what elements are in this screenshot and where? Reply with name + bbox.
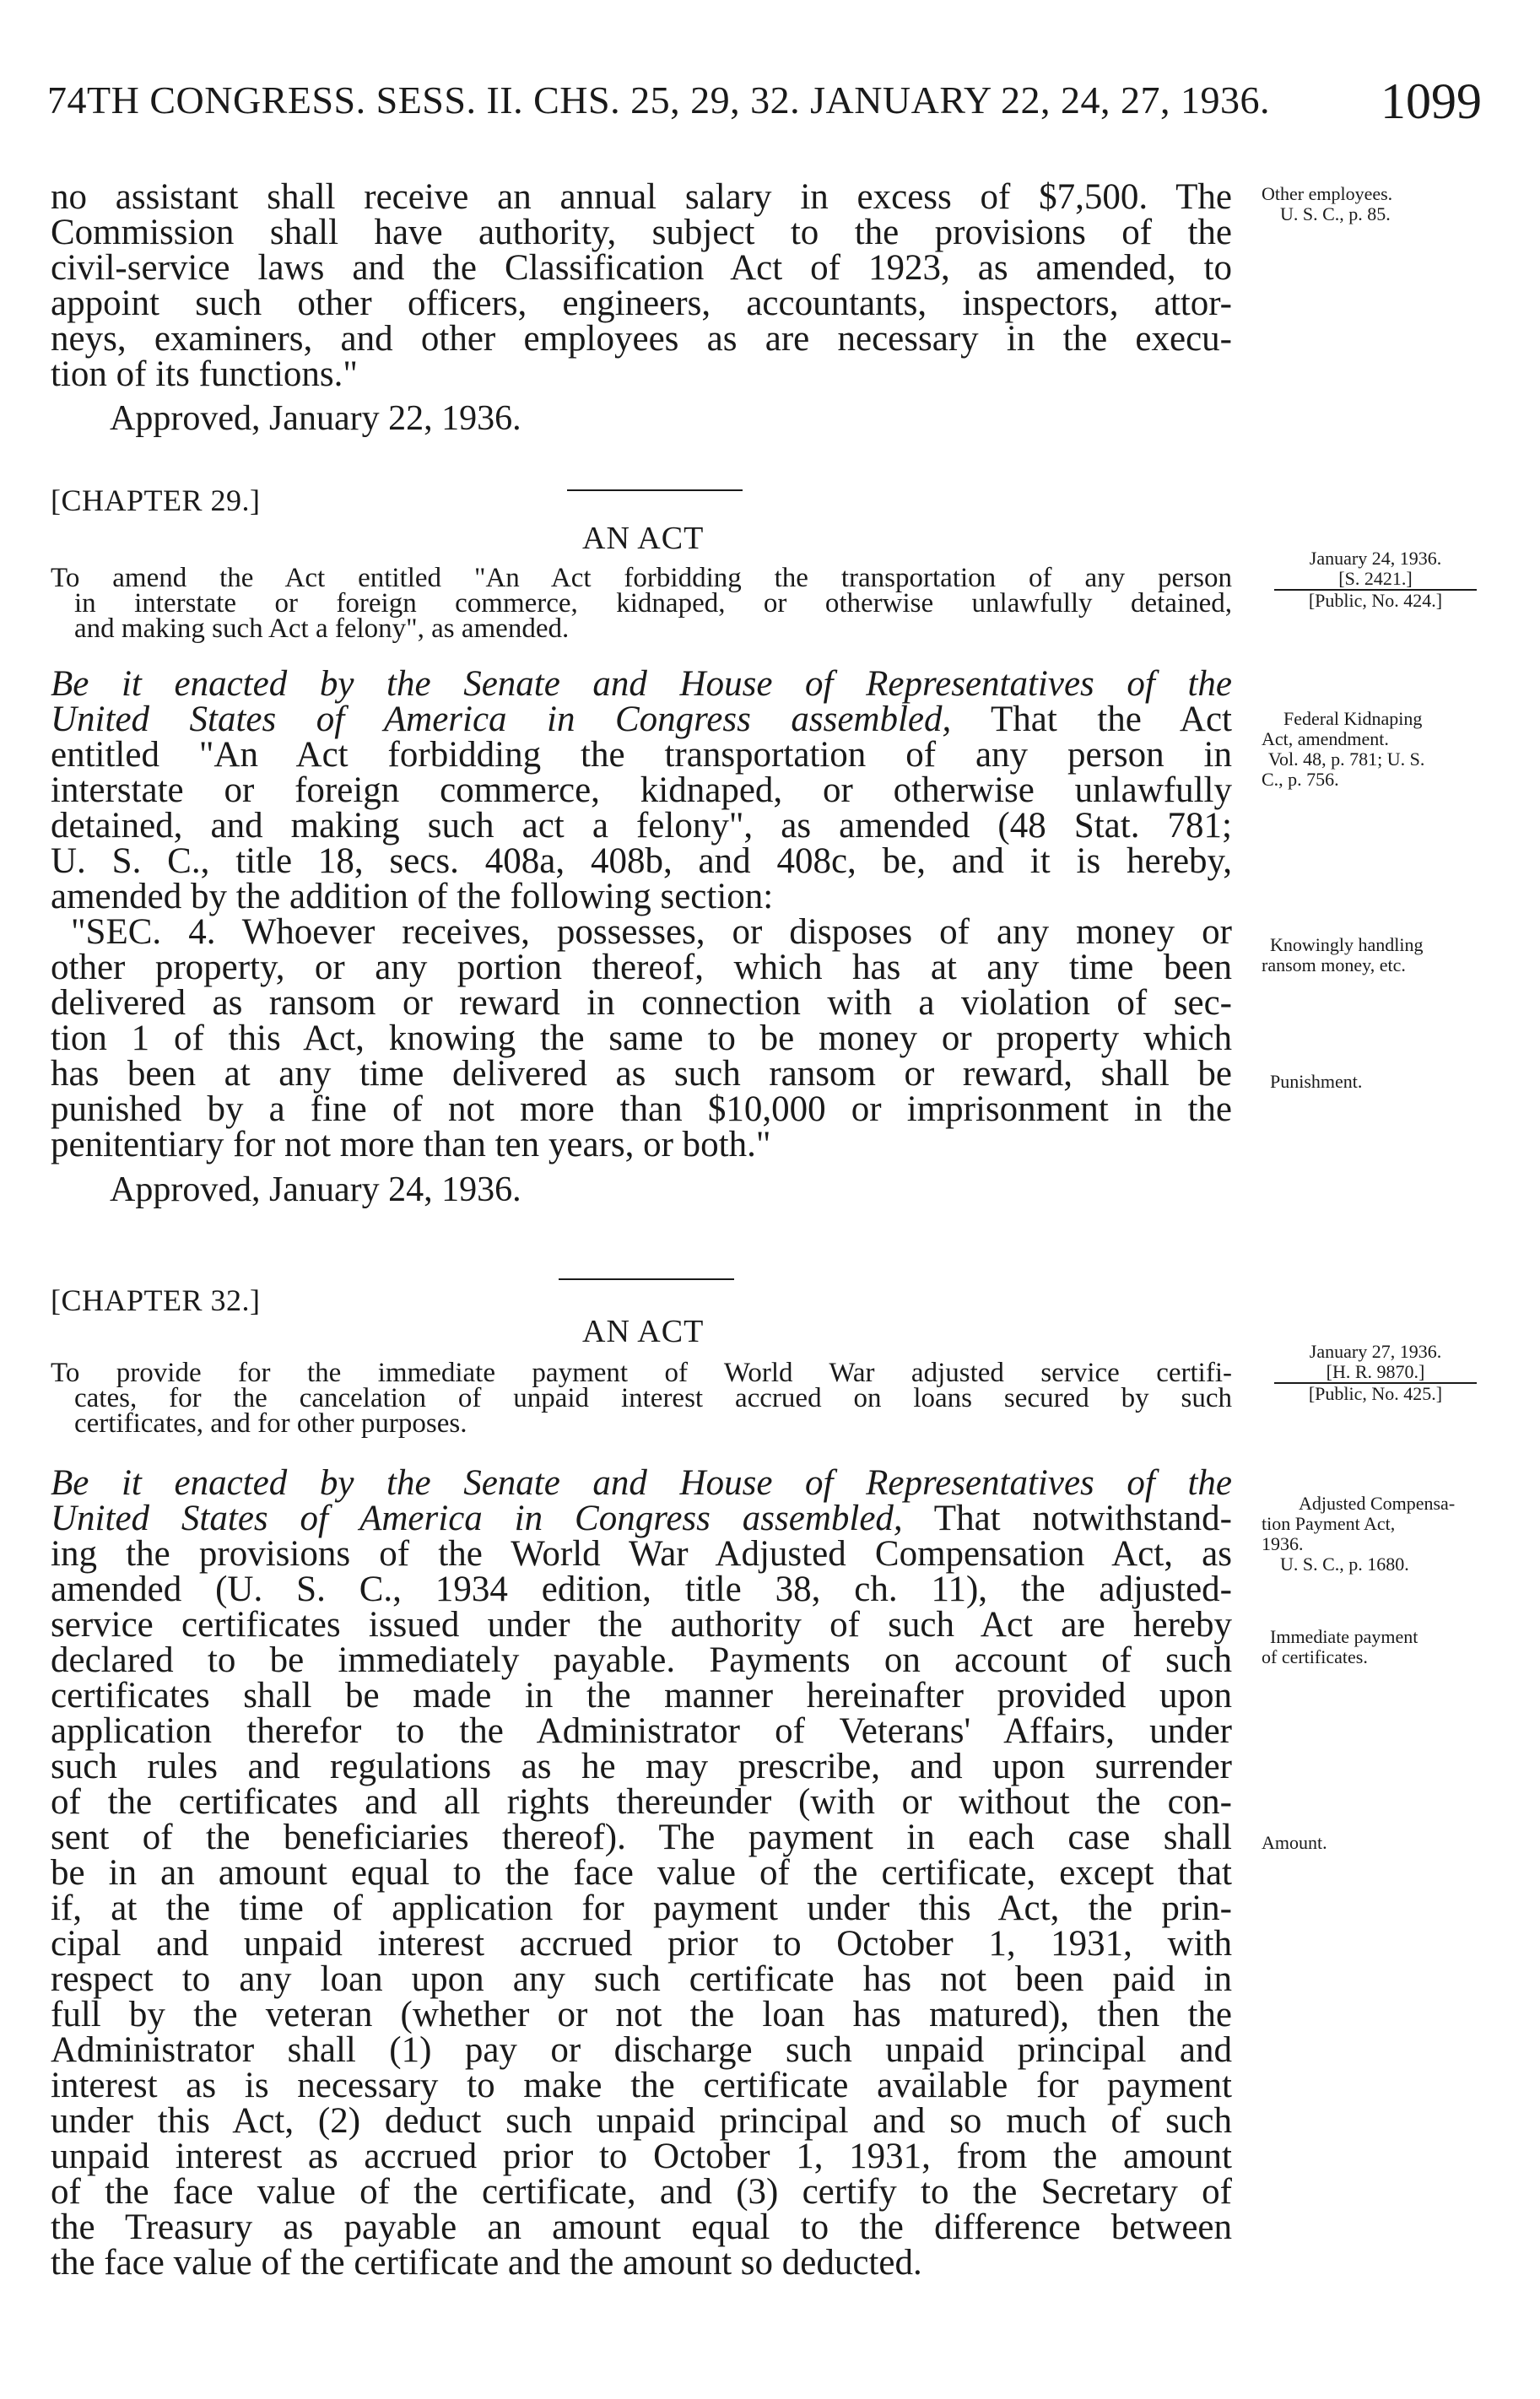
margin-text: ransom money, etc.	[1262, 954, 1406, 975]
section-line: penitentiary for not more than ten years, or both."	[51, 1125, 771, 1164]
body-line: of the face value of the certificate, and (3) certify to the Secretary of	[51, 2172, 1232, 2212]
section-line: delivered as ransom or reward in connection with a violation of sec-	[51, 983, 1232, 1023]
margin-text: Knowingly handling	[1270, 934, 1424, 955]
margin-text: Amount.	[1262, 1832, 1327, 1853]
page-header	[47, 73, 1482, 154]
title-line: and making such Act a felony", as amended.	[74, 613, 570, 644]
chapter-32-title	[51, 1358, 1232, 1439]
body-line: neys, examiners, and other employees as are necessary in the execu-	[51, 319, 1232, 359]
title-line: cates, for the cancelation of unpaid interest accrued on loans secured by such	[74, 1383, 1232, 1413]
body-line: of the certificates and all rights thereunder (with or without the con-	[51, 1782, 1232, 1822]
approved-line-ch25: Approved, January 22, 1936.	[110, 399, 521, 438]
act-date: January 24, 1936.	[1309, 548, 1442, 569]
chapter-29-label: [CHAPTER 29.]	[51, 484, 261, 517]
chapter-29-side-reference	[1274, 548, 1477, 611]
margin-text: Act, amendment.	[1262, 728, 1389, 749]
enacting-clause-italic: Be it enacted by the Senate and House of Representatives of the	[51, 1463, 1232, 1503]
body-line: entitled "An Act forbidding the transportation of any person in	[51, 735, 1232, 775]
body-line: Commission shall have authority, subject to the provisions of the	[51, 213, 1232, 252]
enacting-clause-italic: United States of America in Congress assembled,	[51, 1499, 903, 1538]
bill-number: [H. R. 9870.]	[1274, 1362, 1477, 1384]
body-line: certificates shall be made in the manner hereinafter provided upon	[51, 1676, 1232, 1716]
title-line: certificates, and for other purposes.	[74, 1408, 467, 1439]
an-act-heading: AN ACT	[582, 1314, 705, 1349]
margin-text: of certificates.	[1262, 1646, 1368, 1667]
body-line: interstate or foreign commerce, kidnaped, or otherwise unlawfully	[51, 770, 1232, 810]
body-line: detained, and making such act a felony", as amended (48 Stat. 781;	[51, 806, 1232, 846]
public-law-number: [Public, No. 424.]	[1308, 590, 1443, 611]
body-line: no assistant shall receive an annual salary in excess of $7,500. The	[51, 177, 1232, 217]
margin-note-amount	[1262, 1833, 1523, 1853]
body-line: sent of the beneficiaries thereof). The payment in each case shall	[51, 1818, 1232, 1857]
margin-text: U. S. C., p. 1680.	[1280, 1553, 1409, 1575]
chapter-32-enactment	[51, 1463, 1232, 2283]
public-law-number: [Public, No. 425.]	[1308, 1383, 1443, 1404]
body-line: declared to be immediately payable. Payments on account of such	[51, 1640, 1232, 1680]
title-line: in interstate or foreign commerce, kidnaped, or otherwise unlawfully detained,	[74, 588, 1232, 619]
margin-text: C., p. 756.	[1262, 769, 1339, 790]
body-line: cipal and unpaid interest accrued prior to October 1, 1931, with	[51, 1924, 1232, 1964]
enacting-clause	[51, 1463, 1232, 1503]
enacting-clause-italic: United States of America in Congress assembled,	[51, 700, 952, 739]
section-line: other property, or any portion thereof, which has at any time been	[51, 948, 1232, 987]
margin-text: Immediate payment	[1270, 1626, 1418, 1647]
enacting-clause-text: That notwithstand-	[902, 1499, 1232, 1538]
section-line: "SEC. 4. Whoever receives, possesses, or disposes of any money or	[71, 912, 1232, 952]
chapter-32-side-reference	[1274, 1342, 1477, 1404]
body-line: ing the provisions of the World War Adjusted Compensation Act, as	[51, 1534, 1232, 1574]
body-line: amended by the addition of the following section:	[51, 877, 774, 916]
body-line: if, at the time of application for payment under this Act, the prin-	[51, 1888, 1232, 1928]
body-line: the Treasury as payable an amount equal to the difference between	[51, 2207, 1232, 2247]
body-line: amended (U. S. C., 1934 edition, title 38, ch. 11), the adjusted-	[51, 1570, 1232, 1609]
body-line: service certificates issued under the authority of such Act are hereby	[51, 1605, 1232, 1645]
body-line: respect to any loan upon any such certificate has not been paid in	[51, 1959, 1232, 1999]
margin-text: 1936.	[1262, 1533, 1304, 1554]
margin-text: Other employees.	[1262, 183, 1393, 204]
body-line: full by the veteran (whether or not the loan has matured), then the	[51, 1995, 1232, 2034]
body-line: the face value of the certificate and the amount so deducted.	[51, 2243, 922, 2283]
chapter-25-continuation	[51, 177, 1232, 394]
enacting-clause-text: That the Act	[951, 700, 1232, 739]
margin-text: Vol. 48, p. 781; U. S.	[1268, 748, 1425, 770]
margin-note-punishment	[1262, 1072, 1523, 1092]
body-line: civil-service laws and the Classification Act of 1923, as amended, to	[51, 248, 1232, 288]
section-line: has been at any time delivered as such ransom or reward, shall be	[51, 1054, 1232, 1094]
body-line: such rules and regulations as he may prescribe, and upon surrender	[51, 1747, 1232, 1786]
chapter-29-enactment	[51, 664, 1232, 1164]
running-head: 74TH CONGRESS. SESS. II. CHS. 25, 29, 32. JANUARY 22, 24, 27, 1936.	[47, 78, 1271, 122]
section-rule	[559, 1278, 734, 1280]
page-number: 1099	[1381, 73, 1482, 129]
body-line: Administrator shall (1) pay or discharge such unpaid principal and	[51, 2030, 1232, 2070]
section-line: punished by a fine of not more than $10,000 or imprisonment in the	[51, 1089, 1232, 1129]
margin-note-adjusted-compensation	[1262, 1494, 1523, 1575]
margin-text: U. S. C., p. 85.	[1280, 203, 1391, 224]
approved-line-ch29: Approved, January 24, 1936.	[110, 1170, 521, 1209]
body-line: interest as is necessary to make the certificate available for payment	[51, 2066, 1232, 2105]
an-act-heading: AN ACT	[582, 521, 705, 556]
body-line: appoint such other officers, engineers, accountants, inspectors, attor-	[51, 284, 1232, 323]
title-line: To amend the Act entitled "An Act forbidding the transportation of any person	[51, 563, 1232, 593]
enacting-clause	[51, 664, 1232, 704]
margin-note-federal-kidnaping	[1262, 709, 1523, 790]
bill-number: [S. 2421.]	[1274, 569, 1477, 591]
chapter-32-label: [CHAPTER 32.]	[51, 1283, 261, 1317]
margin-text: tion Payment Act,	[1262, 1513, 1396, 1534]
enacting-clause-italic: Be it enacted by the Senate and House of Representatives of the	[51, 664, 1232, 704]
section-line: tion 1 of this Act, knowing the same to be money or property which	[51, 1018, 1232, 1058]
margin-note-immediate-payment	[1262, 1627, 1523, 1667]
body-line: U. S. C., title 18, secs. 408a, 408b, and 408c, be, and it is hereby,	[51, 841, 1232, 881]
margin-text: Federal Kidnaping	[1283, 708, 1423, 729]
enacting-clause	[51, 702, 1232, 738]
margin-note-other-employees	[1262, 184, 1523, 224]
act-date: January 27, 1936.	[1309, 1341, 1442, 1362]
section-rule	[567, 489, 743, 491]
title-line: To provide for the immediate payment of World War adjusted service certifi-	[51, 1358, 1232, 1388]
body-line: tion of its functions."	[51, 354, 358, 394]
margin-text: Adjusted Compensa-	[1299, 1493, 1456, 1514]
chapter-29-title	[51, 563, 1232, 644]
enacting-clause	[51, 1501, 1232, 1537]
margin-text: Punishment.	[1270, 1071, 1363, 1092]
body-line: application therefor to the Administrator of Veterans' Affairs, under	[51, 1711, 1232, 1751]
body-line: unpaid interest as accrued prior to October 1, 1931, from the amount	[51, 2137, 1232, 2176]
margin-note-knowingly-handling	[1262, 935, 1523, 975]
body-line: under this Act, (2) deduct such unpaid principal and so much of such	[51, 2101, 1232, 2141]
body-line: be in an amount equal to the face value of the certificate, except that	[51, 1853, 1232, 1893]
